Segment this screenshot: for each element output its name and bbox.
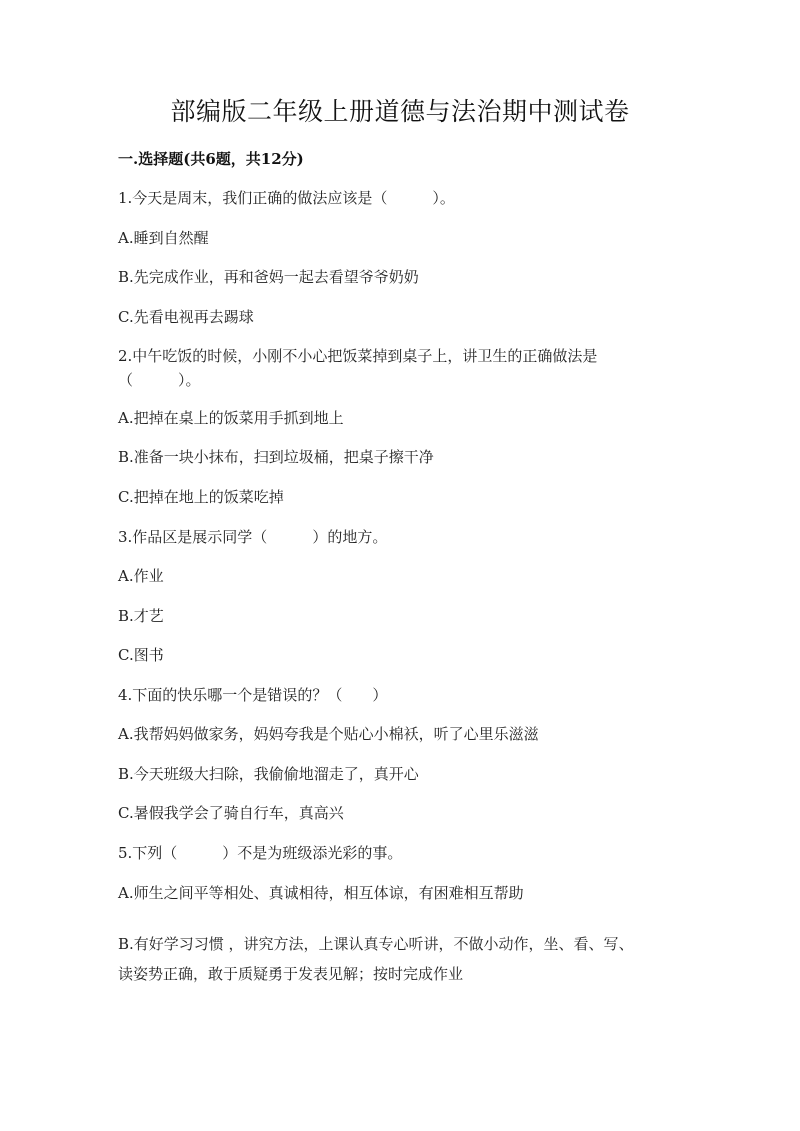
question-2-option-a: A.把掉在桌上的饭菜用手抓到地上 — [118, 409, 344, 427]
question-3-stem: 3.作品区是展示同学（ ）的地方。 — [118, 528, 388, 546]
question-3-option-b: B.才艺 — [118, 607, 164, 625]
question-2-stem-line2: （ ）。 — [118, 371, 201, 389]
question-5-stem: 5.下列（ ）不是为班级添光彩的事。 — [118, 844, 403, 862]
question-2-option-b: B.准备一块小抹布，扫到垃圾桶，把桌子擦干净 — [118, 448, 434, 466]
question-4-stem: 4.下面的快乐哪一个是错误的？（ ） — [118, 686, 388, 704]
section-heading: 一.选择题(共6题，共12分) — [118, 150, 304, 168]
question-4-option-a: A.我帮妈妈做家务，妈妈夸我是个贴心小棉袄，听了心里乐滋滋 — [118, 725, 539, 743]
question-5-option-b-line1: B.有好学习习惯 ，讲究方法，上课认真专心听讲，不做小动作，坐、看、写、 — [118, 935, 634, 953]
question-4-option-c: C.暑假我学会了骑自行车，真高兴 — [118, 804, 344, 822]
question-1-option-b: B.先完成作业，再和爸妈一起去看望爷爷奶奶 — [118, 268, 419, 286]
question-5-option-b-line2: 读姿势正确，敢于质疑勇于发表见解；按时完成作业 — [118, 965, 464, 983]
exam-title: 部编版二年级上册道德与法治期中测试卷 — [170, 97, 630, 126]
question-3-option-c: C.图书 — [118, 646, 164, 664]
question-1-option-c: C.先看电视再去踢球 — [118, 308, 254, 326]
question-2-stem-line1: 2.中午吃饭的时候，小刚不小心把饭菜掉到桌子上，讲卫生的正确做法是 — [118, 347, 598, 365]
question-3-option-a: A.作业 — [118, 567, 164, 585]
question-4-option-b: B.今天班级大扫除，我偷偷地溜走了，真开心 — [118, 765, 419, 783]
question-5-option-a: A.师生之间平等相处、真诚相待，相互体谅，有困难相互帮助 — [118, 884, 524, 902]
question-1-stem: 1.今天是周末，我们正确的做法应该是（ ）。 — [118, 189, 455, 207]
question-2-option-c: C.把掉在地上的饭菜吃掉 — [118, 488, 284, 506]
question-1-option-a: A.睡到自然醒 — [118, 229, 209, 247]
